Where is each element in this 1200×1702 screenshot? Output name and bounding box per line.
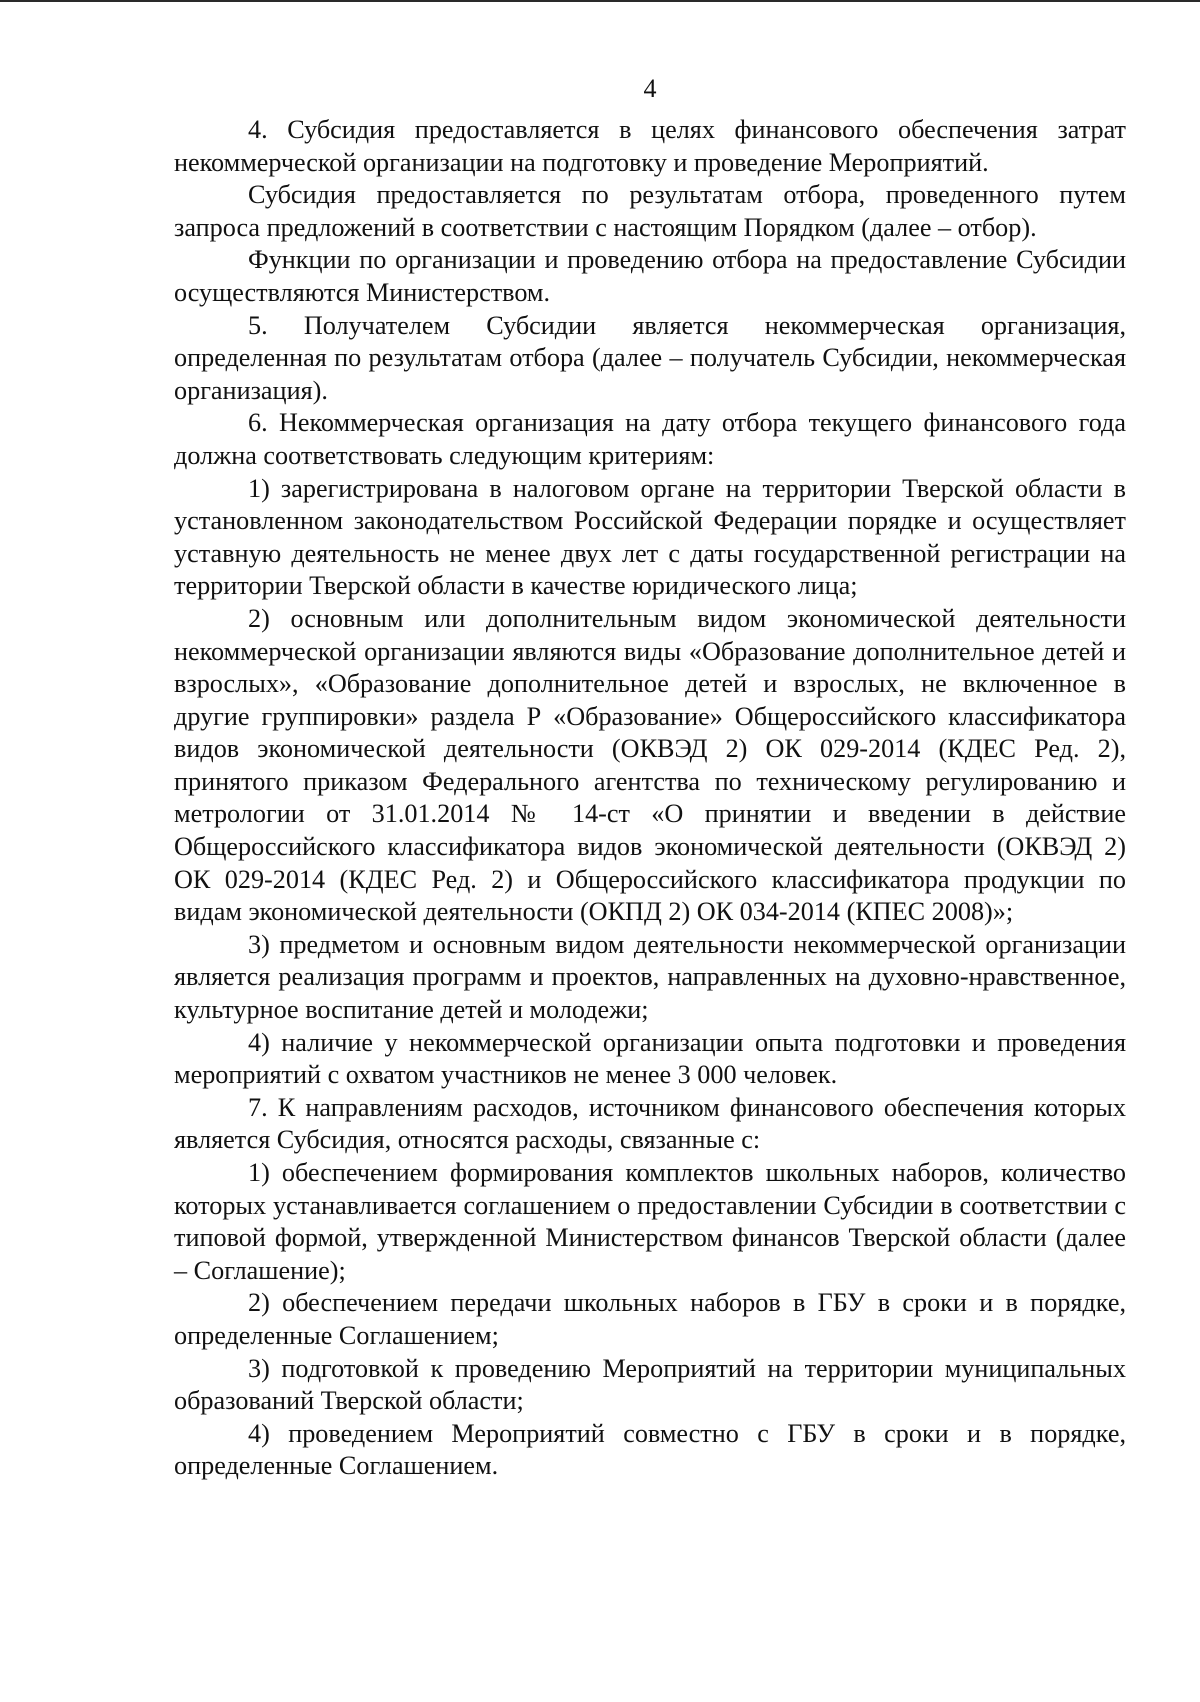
paragraph-4-subsidy-purpose: 4. Субсидия предоставляется в целях финансового обеспечения затрат некоммерческой организации на подготовку и проведение Мероприятий. xyxy=(174,115,1126,177)
scan-edge-line xyxy=(0,0,1200,2)
criterion-3-subject: 3) предметом и основным видом деятельности некоммерческой организации является реализация программ и проектов, направленных на духовно-нравственное, культурное воспитание детей и молодежи; xyxy=(174,929,1126,1025)
paragraph-selection-method: Субсидия предоставляется по результатам отбора, проведенного путем запроса предложений в соответствии с настоящим Порядком (далее – отбор). xyxy=(174,180,1126,242)
document-body xyxy=(174,114,1126,1483)
expense-1-school-kits: 1) обеспечением формирования комплектов школьных наборов, количество которых устанавливается соглашением о предоставлении Субсидии в соответствии с типовой формой, утвержденной Министерством финансов Тверской области (далее – Соглашение); xyxy=(174,1158,1126,1285)
page-number: 4 xyxy=(643,74,657,103)
criterion-4-experience: 4) наличие у некоммерческой организации опыта подготовки и проведения мероприятий с охватом участников не менее 3 000 человек. xyxy=(174,1027,1126,1090)
expense-3-preparation: 3) подготовкой к проведению Мероприятий на территории муниципальных образований Тверской области; xyxy=(174,1353,1126,1416)
expense-2-transfer: 2) обеспечением передачи школьных наборов в ГБУ в сроки и в порядке, определенные Соглашением; xyxy=(174,1288,1126,1350)
criterion-2-activity-type: 2) основным или дополнительным видом экономической деятельности некоммерческой организации являются виды «Образование дополнительное детей и взрослых», «Образование дополнительное детей и взрослых, не включенное в другие группировки» раздела Р «Образование» Общероссийского классификатора видов экономической деятельности (ОКВЭД 2) ОК 029-2014 (КДЕС Ред. 2), принятого приказом Федерального агентства по техническому регулированию и метрологии от 31.01.2014 № 14-ст «О принятии и введении в действие Общероссийского классификатора видов экономической деятельности (ОКВЭД 2) ОК 029-2014 (КДЕС Ред. 2) и Общероссийского классификатора продукции по видам экономической деятельности (ОКПД 2) ОК 034-2014 (КПЕС 2008)»; xyxy=(174,603,1126,927)
criterion-1-registration: 1) зарегистрирована в налоговом органе на территории Тверской области в установленном законодательством Российской Федерации порядке и осуществляет уставную деятельность не менее двух лет с даты государственной регистрации на территории Тверской области в качестве юридического лица; xyxy=(174,473,1126,601)
expense-4-conduct: 4) проведением Мероприятий совместно с ГБУ в сроки и в порядке, определенные Соглашением. xyxy=(174,1418,1126,1481)
paragraph-5-recipient: 5. Получателем Субсидии является некоммерческая организация, определенная по результатам отбора (далее – получатель Субсидии, некоммерческая организация). xyxy=(174,310,1126,405)
paragraph-6-criteria: 6. Некоммерческая организация на дату отбора текущего финансового года должна соответствовать следующим критериям: xyxy=(174,408,1126,470)
paragraph-7-expenses: 7. К направлениям расходов, источником финансового обеспечения которых является Субсидия, относятся расходы, связанные с: xyxy=(174,1092,1126,1155)
paragraph-selection-functions: Функции по организации и проведению отбора на предоставление Субсидии осуществляются Министерством. xyxy=(174,245,1126,307)
